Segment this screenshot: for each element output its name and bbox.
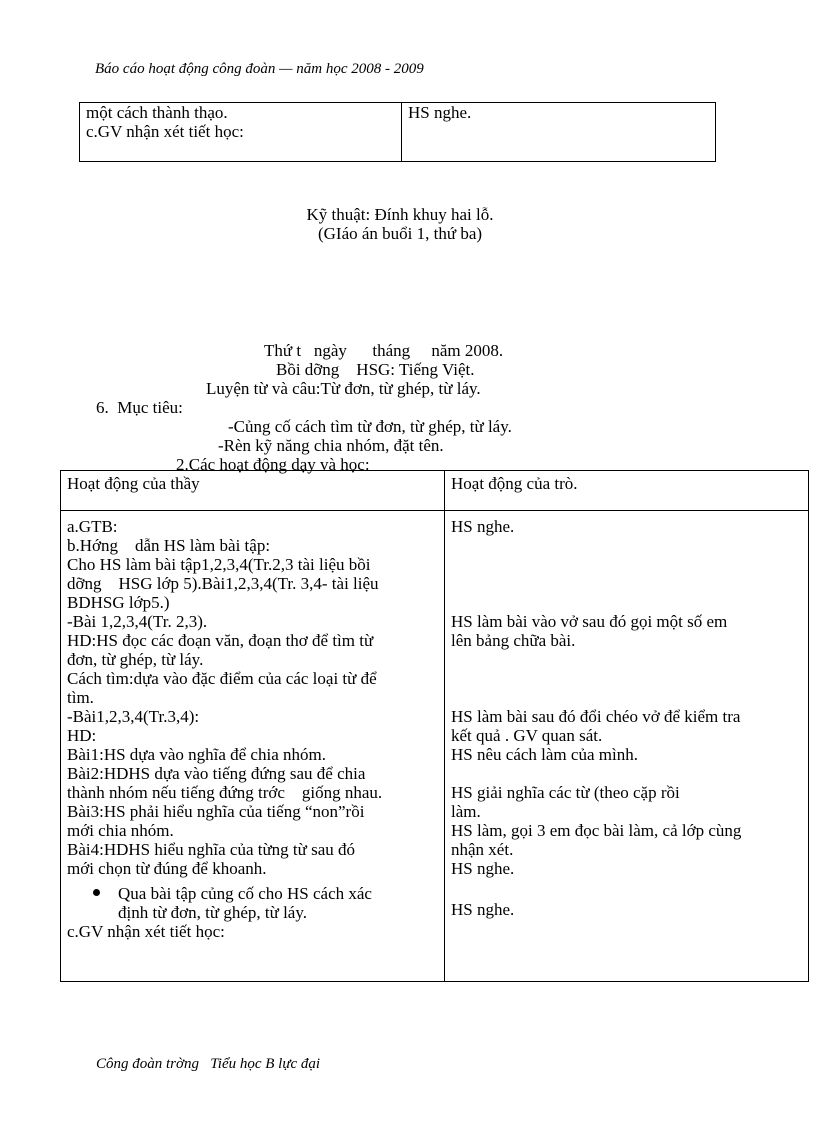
student-line: HS nghe.: [451, 859, 515, 878]
header-teacher: [61, 471, 445, 511]
student-line: HS làm, gọi 3 em đọc bài làm, cả lớp cùng: [451, 821, 742, 840]
teacher-line: Cách tìm:dựa vào đặc điểm của các loại từ để: [67, 669, 377, 688]
teacher-closing: c.GV nhận xét tiết học:: [67, 922, 225, 941]
teacher-line: tìm.: [67, 688, 94, 707]
bullet-dot-icon: [93, 889, 100, 896]
main-table: [60, 470, 809, 982]
teacher-activities: [61, 511, 445, 982]
teacher-line: Bài4:HDHS hiểu nghĩa của từng từ sau đó: [67, 840, 356, 859]
objective-1: -Củng cố cách tìm từ đơn, từ ghép, từ láy.: [228, 417, 512, 436]
teacher-line: -Bài 1,2,3,4(Tr. 2,3).: [67, 612, 208, 631]
student-line: lên bảng chữa bài.: [451, 631, 576, 650]
student-line: kết quả . GV quan sát.: [451, 726, 603, 745]
top-table-right: [402, 103, 716, 162]
header-teacher-label: Hoạt động của thầy: [67, 474, 200, 493]
teacher-line: HD:: [67, 726, 97, 745]
teacher-line: mới chia nhóm.: [67, 821, 174, 840]
teacher-line: BDHSG lớp5.): [67, 593, 170, 612]
teacher-line: HD:HS đọc các đoạn văn, đoạn thơ để tìm từ: [67, 631, 374, 650]
lesson-date: Thứ t ngày tháng năm 2008.: [264, 341, 504, 360]
teacher-line: mới chọn từ đúng để khoanh.: [67, 859, 267, 878]
student-activities: [445, 511, 809, 982]
page-footer: Công đoàn trờng Tiểu học B lực đại: [96, 1056, 321, 1072]
objective-2: -Rèn kỹ năng chia nhóm, đặt tên.: [218, 436, 444, 455]
teacher-line: a.GTB:: [67, 517, 118, 536]
teacher-line: Cho HS làm bài tập1,2,3,4(Tr.2,3 tài liệu bồi: [67, 555, 371, 574]
teacher-line: b.Hớng dẫn HS làm bài tập:: [67, 536, 271, 555]
lesson-topic: Luyện từ và câu:Từ đơn, từ ghép, từ láy.: [206, 379, 481, 398]
student-line: HS giải nghĩa các từ (theo cặp rồi: [451, 783, 680, 802]
top-line-2: c.GV nhận xét tiết học:: [86, 122, 244, 141]
student-line: làm.: [451, 802, 481, 821]
teacher-line: dỡng HSG lớp 5).Bài1,2,3,4(Tr. 3,4- tài liệu: [67, 574, 379, 593]
teacher-line: thành nhóm nếu tiếng đứng trớc giống nhau.: [67, 783, 383, 802]
header-student: [445, 471, 809, 511]
top-right-line-1: HS nghe.: [408, 103, 472, 122]
teacher-line: Bài2:HDHS dựa vào tiếng đứng sau để chia: [67, 764, 366, 783]
teacher-line: đơn, từ ghép, từ láy.: [67, 650, 204, 669]
lesson-subject: Bồi dỡng HSG: Tiếng Việt.: [276, 360, 475, 379]
student-line: HS làm bài sau đó đổi chéo vở để kiểm tra: [451, 707, 741, 726]
top-line-1: một cách thành thạo.: [86, 103, 228, 122]
page-header: Báo cáo hoạt động công đoàn — năm học 2008 - 2009: [95, 61, 424, 77]
student-line: HS nêu cách làm của mình.: [451, 745, 638, 764]
student-line: HS nghe.: [451, 517, 515, 536]
student-line: nhận xét.: [451, 840, 514, 859]
kythuat-subtitle: (GIáo án buổi 1, thứ ba): [317, 224, 483, 243]
student-line: HS làm bài vào vở sau đó gọi một số em: [451, 612, 728, 631]
activities-label: 2.Các hoạt động dạy và học:: [176, 455, 370, 474]
top-table-left: [80, 103, 402, 162]
kythuat-title: Kỹ thuật: Đính khuy hai lỗ.: [306, 205, 494, 224]
teacher-line: -Bài1,2,3,4(Tr.3,4):: [67, 707, 200, 726]
bullet-item: [67, 884, 438, 903]
objective-label: 6. Mục tiêu:: [96, 398, 183, 417]
student-line: HS nghe.: [451, 900, 515, 919]
bullet-text-1: Qua bài tập củng cố cho HS cách xác: [118, 884, 372, 903]
teacher-line: Bài1:HS dựa vào nghĩa để chia nhóm.: [67, 745, 326, 764]
top-table: [79, 102, 716, 162]
bullet-text-2: định từ đơn, từ ghép, từ láy.: [118, 903, 307, 922]
teacher-line: Bài3:HS phải hiểu nghĩa của tiếng “non”rồi: [67, 802, 365, 821]
header-student-label: Hoạt động của trò.: [451, 474, 578, 493]
